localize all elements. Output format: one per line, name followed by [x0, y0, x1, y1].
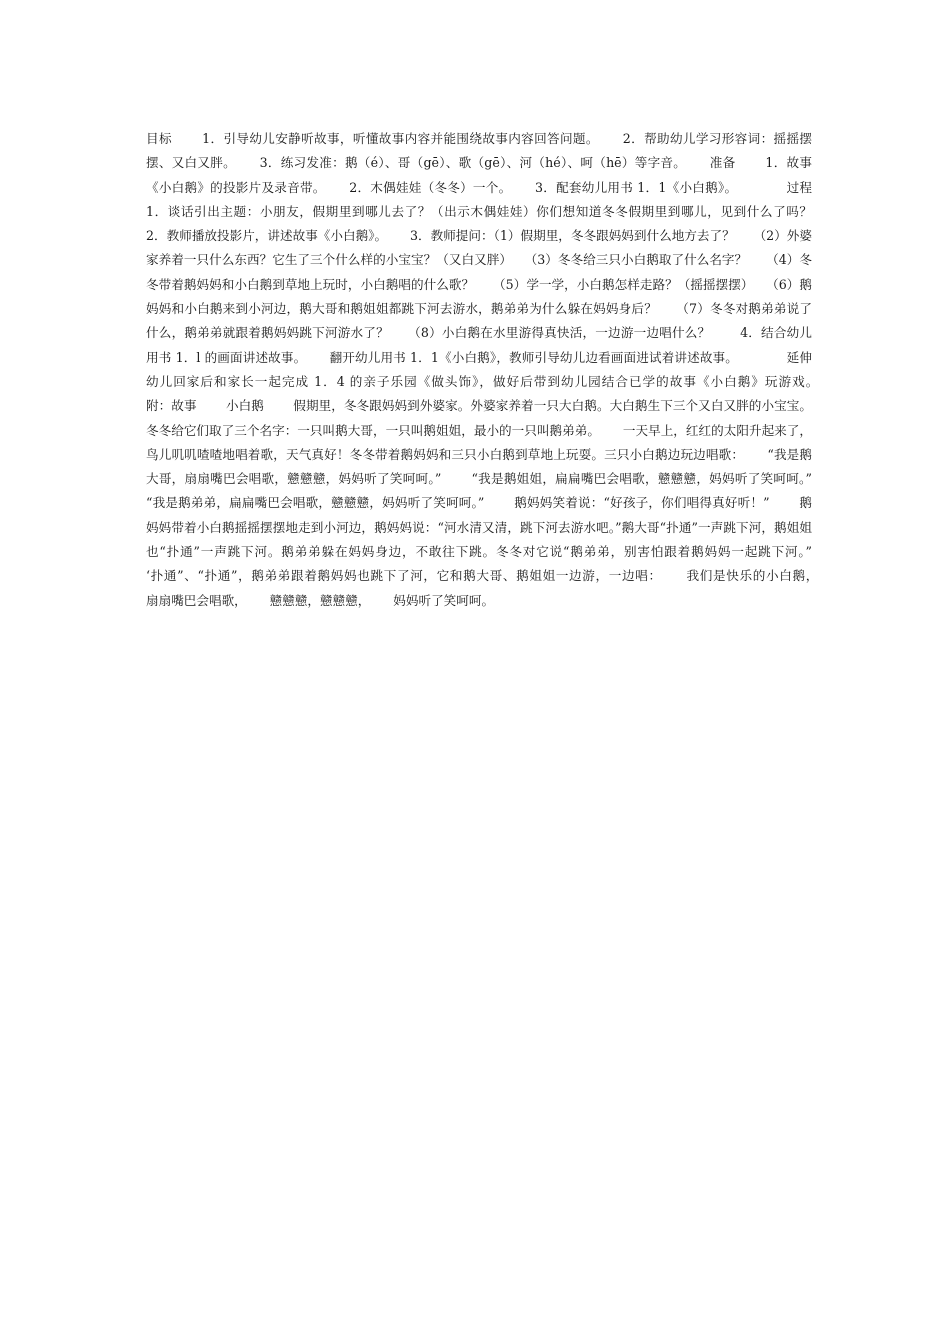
lesson-plan-text: 目标 1．引导幼儿安静听故事，听懂故事内容并能围绕故事内容回答问题。 2．帮助幼儿学习形容词：摇摇摆摆、又白又胖。 3．练习发准：鹅（é）、哥（gē）、歌（gē）、河（hé）、呵（hē）等字音。 准备 1．故事《小白鹅》的投影片及录音带。 2．木偶娃娃（冬冬）一个。 3．配套幼儿用书 1．1《小白鹅》。 过程 1．谈话引出主题：小朋友，假期里到哪儿去了？（出示木偶娃娃）你们想知道冬冬假期里到哪儿，见到什么了吗？ 2．教师播放投影片，讲述故事《小白鹅》。 3．教师提问：（1）假期里，冬冬跟妈妈到什么地方去了？ （2）外婆家养着一只什么东西？它生了三个什么样的小宝宝？（又白又胖） （3）冬冬给三只小白鹅取了什么名字？ （4）冬冬带着鹅妈妈和小白鹅到草地上玩时，小白鹅唱的什么歌？ （5）学一学，小白鹅怎样走路？（摇摇摆摆） （6）鹅妈妈和小白鹅来到小河边，鹅大哥和鹅姐姐都跳下河去游水，鹅弟弟为什么躲在妈妈身后？ （7）冬冬对鹅弟弟说了什么，鹅弟弟就跟着鹅妈妈跳下河游水了？ （8）小白鹅在水里游得真快活，一边游一边唱什么？ 4．结合幼儿用书 1．l 的画面讲述故事。 翻开幼儿用书 1．1《小白鹅》，教师引导幼儿边看画面进试着讲述故事。 延伸 幼儿回家后和家长一起完成 1．4 的亲子乐园《做头饰》，做好后带到幼儿园结合已学的故事《小白鹅》玩游戏。 附：故事 小白鹅 假期里，冬冬跟妈妈到外婆家。外婆家养着一只大白鹅。大白鹅生下三个又白又胖的小宝宝。冬冬给它们取了三个名字：一只叫鹅大哥，一只叫鹅姐姐，最小的一只叫鹅弟弟。 一天早上，红红的太阳升起来了，鸟儿叽叽喳喳地唱着歌，天气真好！冬冬带着鹅妈妈和三只小白鹅到草地上玩耍。三只小白鹅边玩边唱歌： “我是鹅大哥，扇扇嘴巴会唱歌，戆戆戆，妈妈听了笑呵呵。” “我是鹅姐姐，扁扁嘴巴会唱歌，戆戆戆，妈妈听了笑呵呵。” “我是鹅弟弟，扁扁嘴巴会唱歌，戆戆戆，妈妈听了笑呵呵。” 鹅妈妈笑着说：“好孩子，你们唱得真好听！” 鹅妈妈带着小白鹅摇摇摆摆地走到小河边，鹅妈妈说：“河水清又清，跳下河去游水吧。”鹅大哥“扑通”一声跳下河，鹅姐姐也“扑通”一声跳下河。鹅弟弟躲在妈妈身边，不敢往下跳。冬冬对它说“鹅弟弟，别害怕跟着鹅妈妈一起跳下河。” ‘扑通”、“扑通”，鹅弟弟跟着鹅妈妈也跳下了河，它和鹅大哥、鹅姐姐一边游，一边唱： 我们是快乐的小白鹅， 扇扇嘴巴会唱歌， 戆戆戆，戆戆戆， 妈妈听了笑呵呵。: [146, 131, 854, 608]
